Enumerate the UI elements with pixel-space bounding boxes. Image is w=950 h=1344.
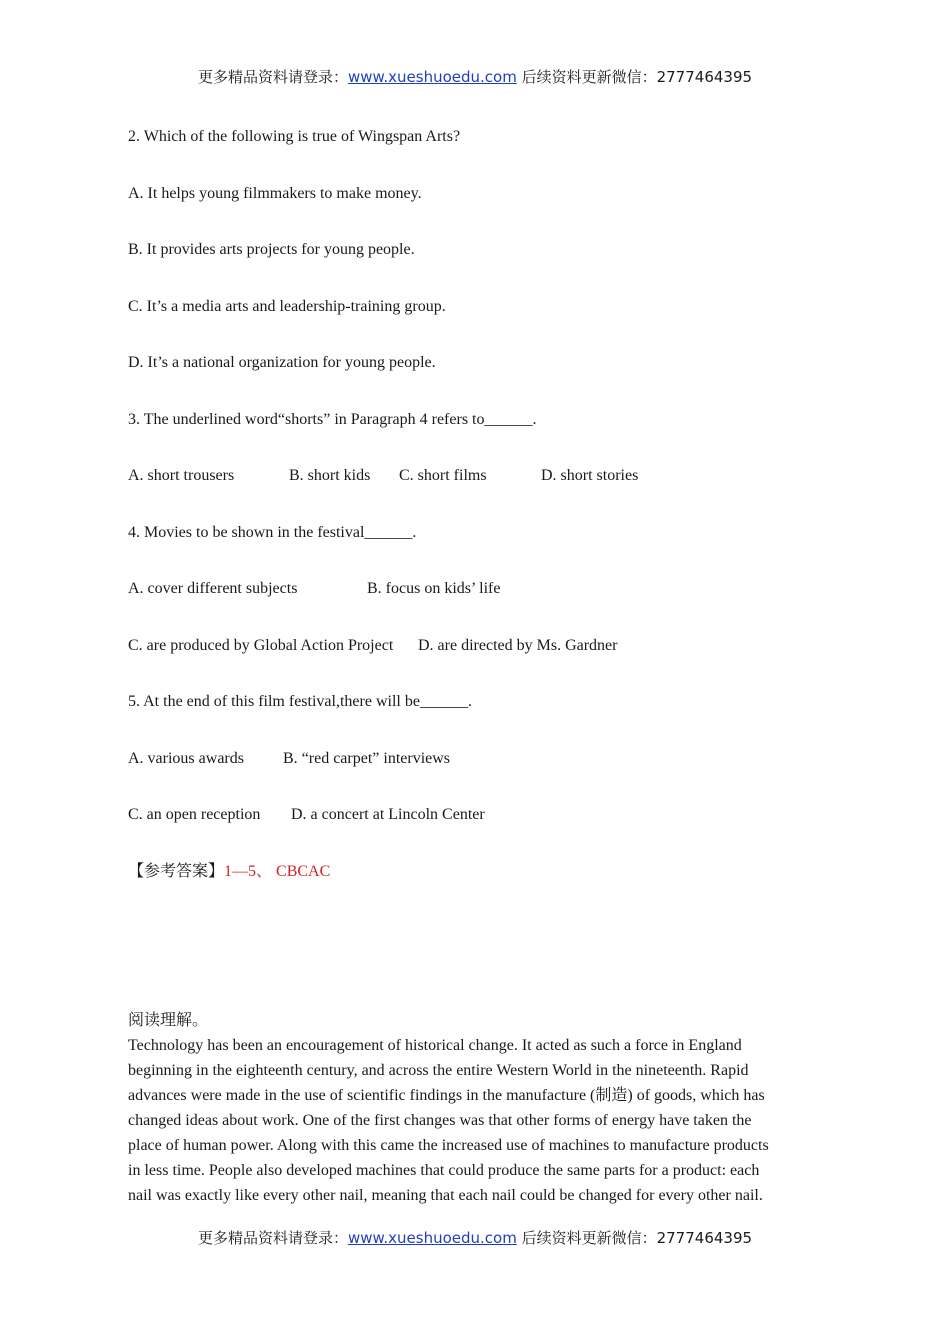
q2-option-b: B. It provides arts projects for young people. xyxy=(128,241,415,258)
passage-line: beginning in the eighteenth century, and across the entire Western World in the nineteenth. Rapid xyxy=(128,1062,749,1079)
q5-option-c: C. an open reception xyxy=(128,806,261,823)
q2-option-d: D. It’s a national organization for young people. xyxy=(128,354,436,371)
answer-key xyxy=(128,862,330,882)
reading-heading: 阅读理解。 xyxy=(128,1012,209,1029)
passage-line: advances were made in the use of scientific findings in the manufacture (制造) of goods, which has xyxy=(128,1087,765,1104)
q5-option-a: A. various awards xyxy=(128,750,244,767)
q4-option-b: B. focus on kids’ life xyxy=(367,580,501,597)
passage-line: changed ideas about work. One of the first changes was that other forms of energy have taken the xyxy=(128,1112,752,1129)
page-footer xyxy=(0,1227,950,1248)
answer-label: 【参考答案】 xyxy=(128,863,225,880)
q5-option-d: D. a concert at Lincoln Center xyxy=(291,806,485,823)
footer-suffix: 后续资料更新微信：2777464395 xyxy=(516,1229,753,1247)
footer-prefix: 更多精品资料请登录： xyxy=(197,1229,348,1247)
header-suffix: 后续资料更新微信：2777464395 xyxy=(516,68,753,86)
q3-option-c: C. short films xyxy=(399,467,487,484)
q2-option-a: A. It helps young filmmakers to make money. xyxy=(128,185,422,202)
q3-option-a: A. short trousers xyxy=(128,467,235,484)
passage-line: Technology has been an encouragement of historical change. It acted as such a force in England xyxy=(128,1037,742,1054)
header-link[interactable]: www.xueshuoedu.com xyxy=(347,68,517,86)
answer-value: 1—5、 CBCAC xyxy=(224,863,331,880)
page-header xyxy=(0,66,950,87)
passage-line: in less time. People also developed machines that could produce the same parts for a product: each xyxy=(128,1162,760,1179)
q5-option-b: B. “red carpet” interviews xyxy=(283,750,451,767)
q2-stem: 2. Which of the following is true of Wingspan Arts? xyxy=(128,128,461,145)
q4-stem: 4. Movies to be shown in the festival______. xyxy=(128,524,417,541)
q3-option-b: B. short kids xyxy=(289,467,371,484)
q2-option-c: C. It’s a media arts and leadership-training group. xyxy=(128,298,446,315)
passage-line: place of human power. Along with this came the increased use of machines to manufacture products xyxy=(128,1137,769,1154)
q5-stem: 5. At the end of this film festival,there will be______. xyxy=(128,693,472,710)
q4-option-d: D. are directed by Ms. Gardner xyxy=(418,637,618,654)
passage-line: nail was exactly like every other nail, meaning that each nail could be changed for every other nail. xyxy=(128,1187,763,1204)
q4-option-c: C. are produced by Global Action Project xyxy=(128,637,394,654)
footer-link[interactable]: www.xueshuoedu.com xyxy=(347,1229,517,1247)
q3-option-d: D. short stories xyxy=(541,467,639,484)
reading-passage xyxy=(128,1008,808,1208)
q3-stem: 3. The underlined word“shorts” in Paragraph 4 refers to______. xyxy=(128,411,537,428)
q4-option-a: A. cover different subjects xyxy=(128,580,298,597)
header-prefix: 更多精品资料请登录： xyxy=(197,68,348,86)
